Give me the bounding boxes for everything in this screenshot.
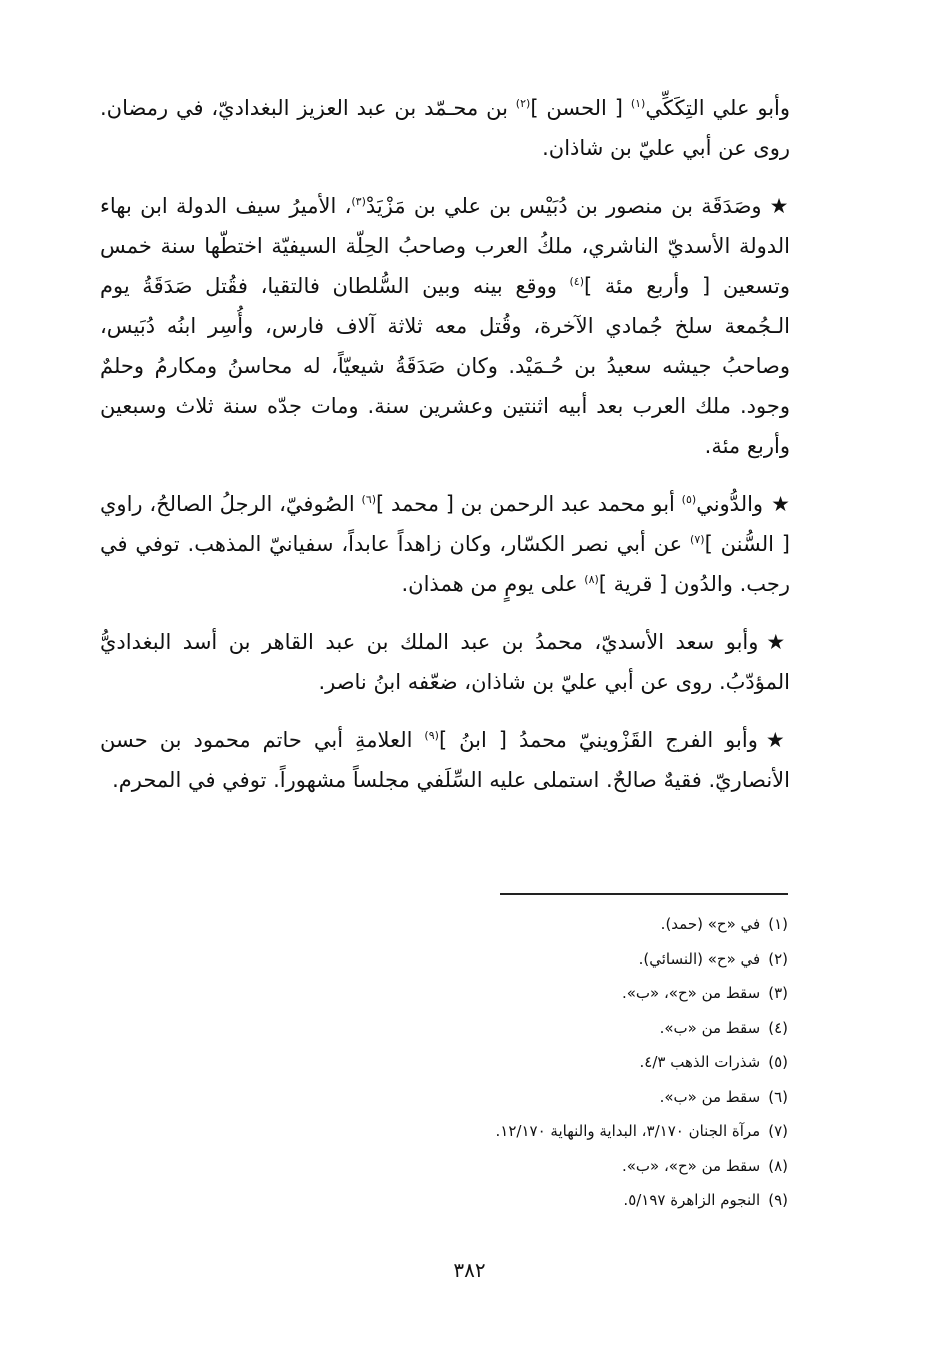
footnote-number: (٤) — [768, 1018, 788, 1037]
star-marker: ★ — [765, 728, 791, 752]
footnote-item — [300, 1183, 788, 1218]
entry-text: [ الحسن ] — [530, 96, 631, 120]
entry-text: ، الأميرُ سيف الدولة ابن بهاء الدولة الأسديّ الناشري، ملكُ العرب وصاحبُ الحِلّة السيفيّة اختطّها سنة خمس وتسعين [ وأربع مئة ] — [100, 194, 790, 298]
entry-text: وأبو علي التِكَكِّي — [645, 96, 791, 120]
footnote-reference: (٣) — [351, 195, 366, 208]
entry-text: وأبو الفرج القَزْوينيّ محمدُ [ ابنُ ] — [438, 728, 758, 752]
entry-text: عن أبي نصر الكسّار، وكان زاهداً عابداً، سفيانيّ المذهب. توفي في رجب. والدُون [ قرية ] — [100, 532, 790, 596]
footnote-text: شذرات الذهب ٤/٣. — [639, 1053, 761, 1071]
footnote-number: (٩) — [768, 1191, 788, 1209]
footnote-text: في «ح» (حمد). — [660, 915, 761, 933]
footnote-item — [300, 942, 788, 977]
footnote-text: سقط من «ح»، «ب». — [621, 984, 761, 1002]
footnote-text: النجوم الزاهرة ٥/١٩٧. — [623, 1191, 761, 1209]
footnote-text: سقط من «ح»، «ب». — [621, 1156, 761, 1175]
page-number: ٣٨٢ — [453, 1258, 486, 1282]
star-marker: ★ — [766, 630, 791, 654]
entry-text: وأبو سعد الأسديّ، محمدُ بن عبد الملك بن عبد القاهر بن أسد البغداديُّ المؤدّبُ. روى عن أبي عليّ بن شاذان، ضعّفه ابنُ ناصر. — [100, 630, 790, 694]
footnote-text: سقط من «ب». — [659, 1018, 761, 1037]
footnote-number: (٢) — [768, 949, 788, 968]
footnote-item — [300, 907, 788, 942]
footnote-reference: (٦) — [361, 493, 377, 506]
entry-paragraph — [100, 484, 790, 604]
footnote-number: (٦) — [768, 1087, 788, 1106]
footnote-text: سقط من «ب». — [659, 1087, 761, 1106]
footnote-item — [300, 976, 788, 1011]
footnote-reference: (٤) — [569, 275, 585, 288]
footnote-reference: (٢) — [515, 97, 531, 110]
footnote-number: (٥) — [768, 1053, 788, 1071]
star-marker: ★ — [769, 194, 790, 218]
footnote-text: في «ح» (النسائي). — [638, 949, 761, 968]
entry-text: والدُّوني — [696, 492, 764, 516]
footnote-reference: (٨) — [584, 573, 599, 586]
footnote-number: (٨) — [768, 1156, 788, 1175]
footnote-reference: (١) — [630, 97, 646, 110]
footnote-number: (٧) — [768, 1122, 788, 1140]
entry-text: الصُوفيّ، الرجلُ الصالحُ، راوي [ السُّنن ] — [100, 492, 790, 556]
footnote-reference: (٩) — [424, 729, 439, 742]
entry-paragraph — [100, 720, 790, 800]
entry-text: بن محـمّد بن عبد العزيز البغداديّ، في رمضان. روى عن أبي عليّ بن شاذان. — [100, 96, 790, 160]
footnote-item — [300, 1149, 788, 1184]
entry-paragraph — [100, 88, 790, 168]
entry-paragraph — [100, 622, 790, 702]
footnote-reference: (٥) — [681, 493, 697, 506]
footnote-reference: (٧) — [690, 533, 705, 546]
footnote-text: مرآة الجنان ٣/١٧٠، البداية والنهاية ١٢/١٧٠. — [495, 1122, 761, 1140]
footnote-number: (٣) — [768, 984, 788, 1002]
star-marker: ★ — [771, 492, 790, 516]
footnote-number: (١) — [768, 915, 788, 933]
main-text — [100, 88, 790, 818]
entry-text: العلامةِ أبي حاتم محمود بن حسن الأنصاريّ. فقيهٌ صالحٌ. استملى عليه السِّلَفي مجلساً مشهوراً. توفي في المحرم. — [100, 728, 790, 792]
entry-text: وصَدَقَة بن منصور بن دُبَيْس بن علي بن مَزْيَدْ — [365, 194, 762, 218]
entry-text: على يومٍ من همذان. — [401, 572, 585, 596]
footnote-item — [300, 1114, 788, 1149]
footnote-item — [300, 1080, 788, 1115]
entry-text: أبو محمد عبد الرحمن بن [ محمد ] — [376, 492, 682, 516]
footnotes — [300, 907, 788, 1218]
footnote-item — [300, 1011, 788, 1046]
footnote-item — [300, 1045, 788, 1080]
entry-paragraph — [100, 186, 790, 466]
entry-text: ووقع بينه وبين السُّلطان فالتقيا، فقُتل صَدَقَةُ يوم الـجُمعة سلخ جُمادي الآخرة، وقُتل معه ثلاثة آلاف فارس، وأُسِر ابنُه دُبَيس، وصاحبُ جيشه سعيدُ بن حُـمَيْد. وكان صَدَقَةُ شيعيّاً، له محاسنُ ومكارمُ وحلمٌ وجود. ملك العرب بعد أبيه اثنتين وعشرين سنة. ومات جدّه سنة ثلاث وسبعين وأربع مئة. — [100, 274, 790, 458]
footnote-separator — [500, 893, 788, 895]
